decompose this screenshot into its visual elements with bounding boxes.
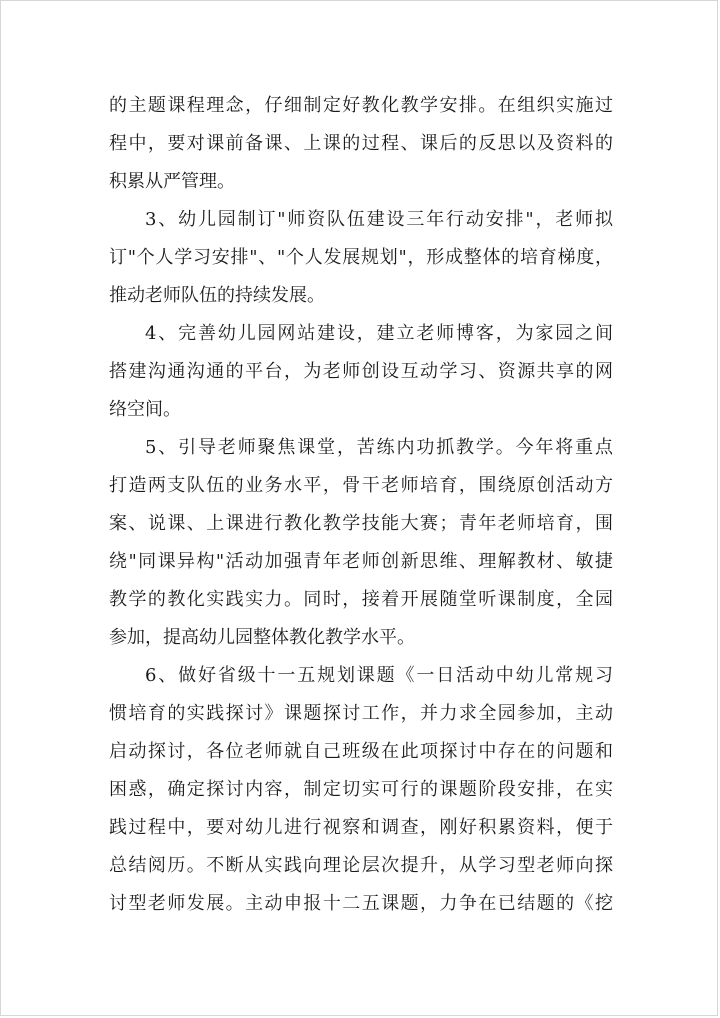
text-line: 积累从严管理。 bbox=[109, 171, 235, 192]
document-body bbox=[109, 87, 613, 923]
text-line: 的主题课程理念，仔细制定好教化教学安排。在组织实施过 bbox=[109, 95, 613, 116]
text-line: 参加，提高幼儿园整体教化教学水平。 bbox=[109, 627, 415, 648]
text-line: 启动探讨，各位老师就自己班级在此项探讨中存在的问题和 bbox=[109, 741, 613, 762]
text-line: 4、完善幼儿园网站建设，建立老师博客，为家园之间 bbox=[145, 323, 613, 344]
text-line: 案、说课、上课进行教化教学技能大赛；青年老师培育，围 bbox=[109, 513, 613, 534]
text-line: 3、幼儿园制订"师资队伍建设三年行动安排"，老师拟 bbox=[145, 209, 613, 230]
text-line: 订"个人学习安排"、"个人发展规划"，形成整体的培育梯度， bbox=[109, 247, 613, 268]
text-line: 络空间。 bbox=[109, 399, 181, 420]
text-line: 讨型老师发展。主动申报十二五课题，力争在已结题的《挖 bbox=[109, 893, 613, 914]
text-line: 5、引导老师聚焦课堂，苦练内功抓教学。今年将重点 bbox=[145, 437, 613, 458]
text-line: 程中，要对课前备课、上课的过程、课后的反思以及资料的 bbox=[109, 133, 613, 154]
text-line: 搭建沟通沟通的平台，为老师创设互动学习、资源共享的网 bbox=[109, 361, 613, 382]
text-line: 惯培育的实践探讨》课题探讨工作，并力求全园参加，主动 bbox=[109, 703, 613, 724]
text-line: 推动老师队伍的持续发展。 bbox=[109, 285, 325, 306]
text-line: 总结阅历。不断从实践向理论层次提升，从学习型老师向探 bbox=[109, 855, 613, 876]
text-line: 打造两支队伍的业务水平，骨干老师培育，围绕原创活动方 bbox=[109, 475, 613, 496]
text-line: 教学的教化实践实力。同时，接着开展随堂听课制度，全园 bbox=[109, 589, 613, 610]
text-line: 践过程中，要对幼儿进行视察和调查，刚好积累资料，便于 bbox=[109, 817, 613, 838]
text-line: 困惑，确定探讨内容，制定切实可行的课题阶段安排，在实 bbox=[109, 779, 613, 800]
text-line: 6、做好省级十一五规划课题《一日活动中幼儿常规习 bbox=[145, 665, 613, 686]
text-line: 绕"同课异构"活动加强青年老师创新思维、理解教材、敏捷 bbox=[109, 551, 613, 572]
